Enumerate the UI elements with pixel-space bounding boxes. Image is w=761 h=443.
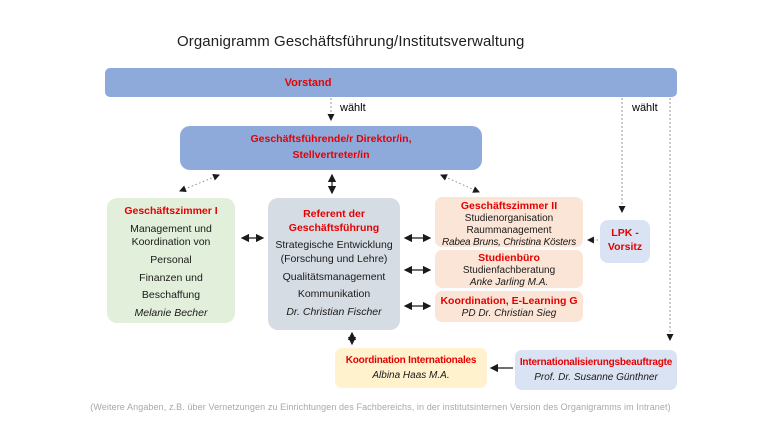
- vorstand-bar: [105, 68, 677, 97]
- referent-line: Qualitätsmanagement: [282, 270, 386, 283]
- elearning-box: [435, 291, 583, 322]
- geschaeftszimmer1-line: Beschaffung: [141, 289, 201, 302]
- direktor-box: [180, 126, 482, 170]
- internationalisierungsbeauftragte-title: Internationalisierungsbeauftragte: [519, 357, 673, 368]
- vorstand-label: Vorstand: [284, 76, 332, 89]
- internationalisierungsbeauftragte-name: Prof. Dr. Susanne Günthner: [534, 371, 658, 383]
- geschaeftszimmer2-line: Studienorganisation: [464, 212, 554, 224]
- geschaeftszimmer1-line: Management und Koordination von: [130, 222, 212, 249]
- koordination-internationales-box: [335, 348, 487, 388]
- studienbuero-line: Studienfachberatung: [462, 264, 556, 276]
- direktor-line1: Geschäftsführende/r Direktor/in,: [250, 133, 412, 146]
- waehlt-label-left: wählt: [340, 102, 366, 114]
- geschaeftszimmer2-box: [435, 197, 583, 247]
- page-title: Organigramm Geschäftsführung/Institutsverwaltung: [177, 33, 525, 50]
- studienbuero-box: [435, 250, 583, 288]
- internationalisierungsbeauftragte-box: [515, 350, 677, 390]
- arrow-direktor-geschaeftszimmer1: [180, 175, 219, 191]
- direktor-line2: Stellvertreter/in: [292, 149, 370, 161]
- lpk-box: [600, 220, 650, 263]
- koordination-internationales-title: Koordination Internationales: [345, 355, 477, 366]
- referent-line: Strategische Entwicklung (Forschung und Lehre): [275, 239, 393, 265]
- studienbuero-name: Anke Jarling M.A.: [469, 276, 549, 288]
- geschaeftszimmer1-box: [107, 198, 235, 323]
- geschaeftszimmer2-title: Geschäftszimmer II: [460, 200, 558, 212]
- geschaeftszimmer1-line: Personal: [150, 253, 192, 266]
- lpk-title: LPK - Vorsitz: [607, 227, 643, 253]
- geschaeftszimmer2-line: Raummanagement: [466, 224, 552, 236]
- referent-box: [268, 198, 400, 330]
- geschaeftszimmer1-name: Melanie Becher: [134, 306, 208, 319]
- elearning-title: Koordination, E-Learning G: [440, 295, 578, 307]
- referent-title: Referent der Geschäftsführung: [288, 208, 380, 234]
- geschaeftszimmer2-name: Rabea Bruns, Christina Kösters: [441, 236, 577, 248]
- referent-line: Kommunikation: [297, 288, 371, 301]
- waehlt-label-right: wählt: [632, 102, 658, 114]
- geschaeftszimmer1-title: Geschäftszimmer I: [124, 205, 218, 217]
- koordination-internationales-name: Albina Haas M.A.: [372, 369, 450, 381]
- referent-name: Dr. Christian Fischer: [286, 305, 382, 318]
- elearning-name: PD Dr. Christian Sieg: [461, 307, 557, 319]
- studienbuero-title: Studienbüro: [478, 252, 540, 264]
- arrow-direktor-geschaeftszimmer2: [441, 175, 479, 192]
- geschaeftszimmer1-line: Finanzen und: [139, 271, 203, 284]
- footnote: (Weitere Angaben, z.B. über Vernetzungen zu Einrichtungen des Fachbereichs, in der institutsinternen Version des Organigramms im Intranet): [90, 402, 671, 412]
